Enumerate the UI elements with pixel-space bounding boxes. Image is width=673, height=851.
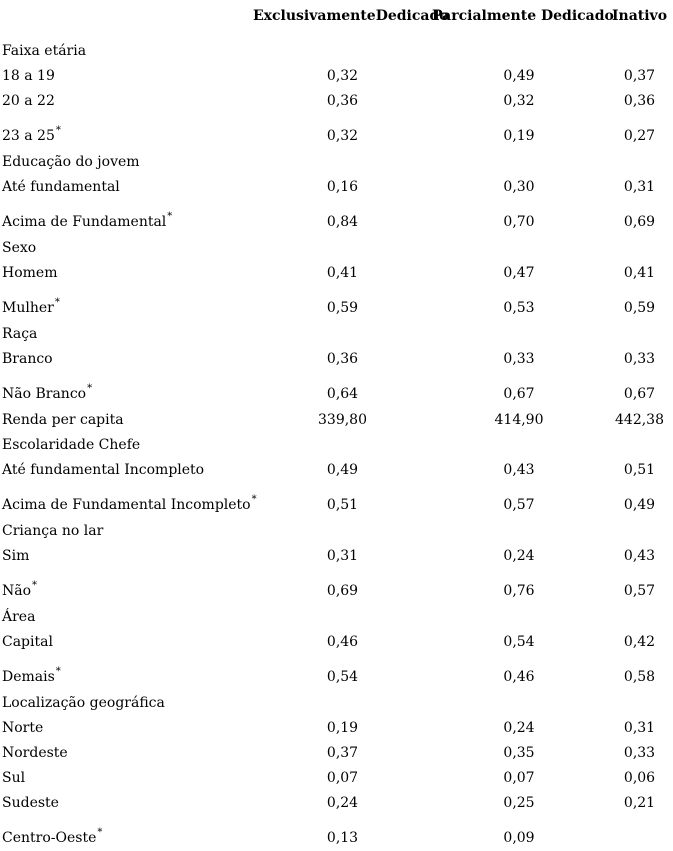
cell-value-inativo: 0,59 (623, 300, 656, 316)
cell-value-exclusivamente-dedicado: 0,54 (326, 669, 359, 685)
cell-value-exclusivamente-dedicado (253, 432, 432, 457)
table-row (0, 482, 673, 518)
cell-value-inativo: 0,49 (623, 497, 656, 513)
table-row (0, 63, 673, 88)
row-label-text: Área (2, 608, 36, 625)
cell-value-inativo: 0,37 (623, 67, 656, 84)
cell-value-inativo (606, 432, 673, 457)
cell-value-inativo: 442,38 (615, 411, 664, 428)
cell-value-parcialmente-dedicado (432, 321, 606, 346)
table-row (0, 629, 673, 654)
row-label-text: Raça (2, 325, 38, 342)
cell-value-inativo: 0,41 (623, 264, 656, 281)
row-label (0, 199, 253, 235)
cell-value-inativo: 0,42 (623, 633, 656, 650)
cell-value-inativo: 0,51 (623, 461, 656, 478)
column-header-inativo: Inativo (611, 8, 668, 24)
table-header (0, 3, 673, 38)
row-label (0, 260, 253, 285)
cell-value-exclusivamente-dedicado: 0,36 (326, 350, 359, 367)
row-label-text: 18 a 19 (2, 67, 55, 84)
cell-value-inativo: 0,27 (623, 128, 656, 144)
cell-value-parcialmente-dedicado: 0,25 (503, 794, 535, 811)
cell-value-exclusivamente-dedicado: 0,46 (326, 633, 359, 650)
cell-value-exclusivamente-dedicado: 0,69 (326, 583, 359, 599)
cell-value-exclusivamente-dedicado: 0,19 (326, 719, 359, 736)
cell-value-exclusivamente-dedicado: 0,32 (326, 128, 359, 144)
row-label-text: Até fundamental Incompleto (2, 461, 205, 478)
cell-value-parcialmente-dedicado (432, 38, 606, 63)
cell-value-inativo: 0,06 (623, 769, 656, 786)
row-label-text: Até fundamental (2, 178, 120, 195)
cell-value-inativo (606, 518, 673, 543)
table-row (0, 568, 673, 604)
cell-value-exclusivamente-dedicado: 0,51 (326, 497, 359, 513)
row-label-text: Não Branco (2, 386, 87, 402)
header-row-label (0, 3, 253, 38)
cell-value-parcialmente-dedicado: 0,07 (503, 769, 535, 786)
cell-value-exclusivamente-dedicado: 0,32 (326, 67, 359, 84)
category-row (0, 604, 673, 629)
row-label-text: Escolaridade Chefe (2, 436, 141, 453)
significance-asterisk: * (167, 211, 173, 222)
cell-value-parcialmente-dedicado: 0,24 (503, 547, 535, 564)
cell-value-parcialmente-dedicado: 0,46 (503, 669, 535, 685)
cell-value-parcialmente-dedicado: 0,53 (503, 300, 535, 316)
significance-asterisk: * (87, 383, 93, 394)
row-label-text: Sim (2, 547, 30, 564)
cell-value-parcialmente-dedicado (432, 604, 606, 629)
row-label-text: Demais (2, 669, 55, 685)
cell-value-inativo: 0,31 (623, 719, 656, 736)
table-row (0, 260, 673, 285)
table-row (0, 88, 673, 113)
row-label (0, 88, 253, 113)
row-label-text: Acima de Fundamental Incompleto (2, 497, 251, 513)
row-label-text: Sudeste (2, 794, 59, 811)
row-label-text: Norte (2, 719, 44, 736)
cell-value-exclusivamente-dedicado: 0,84 (326, 214, 359, 230)
row-label-text: Homem (2, 264, 58, 281)
category-row (0, 321, 673, 346)
cell-value-parcialmente-dedicado (432, 432, 606, 457)
cell-value-inativo: 0,58 (623, 669, 656, 685)
cell-value-parcialmente-dedicado: 0,54 (503, 633, 535, 650)
cell-value-parcialmente-dedicado: 0,09 (503, 830, 535, 846)
cell-value-parcialmente-dedicado: 0,24 (503, 719, 535, 736)
table-row (0, 740, 673, 765)
cell-value-parcialmente-dedicado: 0,30 (503, 178, 535, 195)
row-label-text: Branco (2, 350, 53, 367)
row-label (0, 174, 253, 199)
category-row (0, 235, 673, 260)
row-label (0, 715, 253, 740)
cell-value-exclusivamente-dedicado (253, 235, 432, 260)
category-row (0, 38, 673, 63)
cell-value-parcialmente-dedicado: 0,19 (503, 128, 535, 144)
cell-value-exclusivamente-dedicado: 0,64 (326, 386, 359, 402)
cell-value-inativo: 0,69 (623, 214, 656, 230)
row-label (0, 543, 253, 568)
cell-value-inativo: 0,31 (623, 178, 656, 195)
cell-value-inativo: 0,67 (623, 386, 656, 402)
significance-asterisk: * (97, 827, 103, 838)
cell-value-inativo: 0,33 (623, 744, 656, 761)
cell-value-parcialmente-dedicado (432, 149, 606, 174)
row-label-text: Renda per capita (2, 411, 124, 428)
cell-value-inativo (606, 815, 673, 851)
cell-value-exclusivamente-dedicado: 339,80 (318, 411, 367, 428)
row-label (0, 113, 253, 149)
table-row (0, 371, 673, 407)
cell-value-inativo (606, 38, 673, 63)
row-label-text: Não (2, 583, 32, 599)
cell-value-inativo: 0,36 (623, 92, 656, 109)
cell-value-parcialmente-dedicado (432, 518, 606, 543)
summary-statistics-table (0, 3, 673, 851)
row-label-text: Centro-Oeste (2, 830, 97, 846)
cell-value-exclusivamente-dedicado (253, 149, 432, 174)
significance-asterisk: * (55, 666, 61, 677)
column-header-exclusivamente-dedicado: ExclusivamenteDedicado (253, 8, 449, 24)
row-label-text: 23 a 25 (2, 128, 55, 144)
cell-value-exclusivamente-dedicado: 0,24 (326, 794, 359, 811)
table-row (0, 543, 673, 568)
table-row (0, 457, 673, 482)
row-label (0, 63, 253, 88)
header-row (0, 3, 673, 38)
cell-value-inativo: 0,43 (623, 547, 656, 564)
cell-value-parcialmente-dedicado: 0,76 (503, 583, 535, 599)
cell-value-exclusivamente-dedicado (253, 604, 432, 629)
row-label (0, 457, 253, 482)
table-row (0, 113, 673, 149)
cell-value-parcialmente-dedicado: 0,47 (503, 264, 535, 281)
row-label-text: Sul (2, 769, 26, 786)
row-label-text: Faixa etária (2, 42, 87, 59)
significance-asterisk: * (55, 125, 61, 136)
row-label (0, 407, 253, 432)
table-row (0, 815, 673, 851)
table-row (0, 765, 673, 790)
cell-value-exclusivamente-dedicado: 0,07 (326, 769, 359, 786)
row-label (0, 815, 253, 851)
cell-value-parcialmente-dedicado: 414,90 (494, 411, 544, 428)
row-label-text: Criança no lar (2, 522, 104, 539)
cell-value-parcialmente-dedicado: 0,70 (503, 214, 535, 230)
cell-value-inativo (606, 235, 673, 260)
row-label (0, 149, 253, 174)
row-label (0, 285, 253, 321)
table-row (0, 199, 673, 235)
table-row (0, 407, 673, 432)
row-label-text: Localização geográfica (2, 694, 165, 711)
cell-value-parcialmente-dedicado (432, 235, 606, 260)
cell-value-parcialmente-dedicado: 0,32 (503, 92, 535, 109)
cell-value-parcialmente-dedicado: 0,67 (503, 386, 535, 402)
cell-value-parcialmente-dedicado: 0,35 (503, 744, 535, 761)
cell-value-exclusivamente-dedicado: 0,13 (326, 830, 359, 846)
table-row (0, 654, 673, 690)
cell-value-exclusivamente-dedicado: 0,59 (326, 300, 359, 316)
table-body (0, 38, 673, 851)
category-row (0, 690, 673, 715)
significance-asterisk: * (251, 494, 257, 505)
row-label (0, 432, 253, 457)
cell-value-exclusivamente-dedicado (253, 518, 432, 543)
table-row (0, 790, 673, 815)
cell-value-exclusivamente-dedicado: 0,16 (326, 178, 359, 195)
row-label (0, 371, 253, 407)
cell-value-exclusivamente-dedicado (253, 38, 432, 63)
row-label (0, 568, 253, 604)
table-row (0, 715, 673, 740)
row-label (0, 629, 253, 654)
row-label-text: 20 a 22 (2, 92, 55, 109)
cell-value-exclusivamente-dedicado (253, 690, 432, 715)
cell-value-parcialmente-dedicado: 0,57 (503, 497, 535, 513)
cell-value-exclusivamente-dedicado: 0,36 (326, 92, 359, 109)
cell-value-inativo: 0,33 (623, 350, 656, 367)
table-row (0, 285, 673, 321)
cell-value-inativo: 0,57 (623, 583, 656, 599)
row-label (0, 654, 253, 690)
row-label (0, 482, 257, 518)
row-label-text: Educação do jovem (2, 153, 140, 170)
cell-value-inativo (606, 690, 673, 715)
cell-value-inativo: 0,21 (623, 794, 656, 811)
row-label-text: Acima de Fundamental (2, 214, 167, 230)
row-label (0, 321, 253, 346)
cell-value-exclusivamente-dedicado: 0,31 (326, 547, 359, 564)
cell-value-inativo (606, 321, 673, 346)
category-row (0, 149, 673, 174)
row-label (0, 690, 253, 715)
row-label (0, 790, 253, 815)
cell-value-exclusivamente-dedicado: 0,49 (326, 461, 359, 478)
row-label (0, 346, 253, 371)
cell-value-parcialmente-dedicado: 0,49 (503, 67, 535, 84)
cell-value-exclusivamente-dedicado (253, 321, 432, 346)
cell-value-parcialmente-dedicado (432, 690, 606, 715)
row-label-text: Mulher (2, 300, 54, 316)
cell-value-parcialmente-dedicado: 0,43 (503, 461, 535, 478)
row-label (0, 38, 253, 63)
table-row (0, 174, 673, 199)
row-label-text: Capital (2, 633, 53, 650)
cell-value-inativo (606, 149, 673, 174)
significance-asterisk: * (54, 297, 60, 308)
cell-value-exclusivamente-dedicado: 0,37 (326, 744, 359, 761)
row-label (0, 765, 253, 790)
row-label (0, 604, 253, 629)
cell-value-inativo (606, 604, 673, 629)
category-row (0, 518, 673, 543)
table-row (0, 346, 673, 371)
cell-value-parcialmente-dedicado: 0,33 (503, 350, 535, 367)
cell-value-exclusivamente-dedicado: 0,41 (326, 264, 359, 281)
row-label (0, 235, 253, 260)
category-row (0, 432, 673, 457)
column-header-parcialmente-dedicado: Parcialmente Dedicado (432, 8, 614, 24)
row-label (0, 740, 253, 765)
row-label (0, 518, 253, 543)
significance-asterisk: * (32, 580, 38, 591)
row-label-text: Sexo (2, 239, 37, 256)
row-label-text: Nordeste (2, 744, 68, 761)
